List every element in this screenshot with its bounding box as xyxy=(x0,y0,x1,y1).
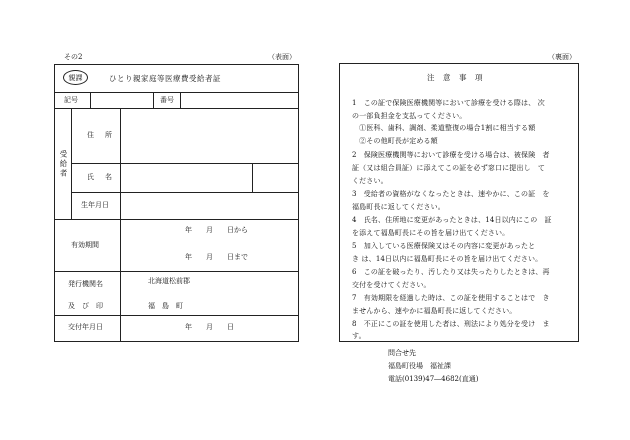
notice-line: ②その他町長が定める額 xyxy=(352,137,438,145)
form-number: その2 xyxy=(64,53,83,61)
divider xyxy=(252,163,253,192)
divider xyxy=(153,92,154,108)
notice-line: 4 氏名、住所地に変更があったときは、14日以内にこの 証 xyxy=(352,216,552,224)
contact-heading: 問合せ先 xyxy=(388,349,416,357)
divider xyxy=(54,219,299,220)
divider xyxy=(54,315,299,316)
notice-line: 3 受給者の資格がなくなったときは、速やかに、この証 を xyxy=(352,190,550,198)
contact-phone: 電話(0139)47―4682(直通) xyxy=(388,375,479,383)
notice-line: 証（又は組合員証）に添えてこの証を必ず窓口に提出し て xyxy=(352,164,546,172)
issuer-name: 北海道松前郡 xyxy=(148,277,190,285)
divider xyxy=(54,271,299,272)
validity-to: 年 月 日まで xyxy=(185,253,248,261)
notice-line: す。 xyxy=(352,332,366,340)
notice-line: を添えて福島町長にその旨を届け出てください。 xyxy=(352,229,510,237)
card-title: ひとり親家庭等医療費受給者証 xyxy=(109,74,221,83)
recipient-label: 受給者 xyxy=(59,150,68,179)
notice-line: き は、14日以内に福島町長にその旨を届け出てください。 xyxy=(352,255,543,263)
notice-title: 注 意 事 項 xyxy=(427,73,483,82)
notice-line: 福島町長に返してください。 xyxy=(352,203,445,211)
department-stamp: 親課 xyxy=(63,70,88,85)
notice-line: 1 この証で保険医療機関等において診療を受ける際は、 次 xyxy=(352,99,545,107)
symbol-label: 記号 xyxy=(64,96,78,104)
notice-line: の一部負担金を支払ってください。 xyxy=(352,112,467,120)
divider xyxy=(71,163,299,164)
divider xyxy=(54,108,299,109)
notice-line: ①医科、歯科、調剤、柔道整復の場合1割に相当する額 xyxy=(352,124,536,132)
number-label: 番号 xyxy=(160,96,174,104)
notice-line: 交付を受けてください。 xyxy=(352,281,431,289)
divider xyxy=(120,271,121,342)
seal-label: 及 び 印 xyxy=(68,302,103,310)
notice-line: ください。 xyxy=(352,177,388,185)
name-label: 氏 名 xyxy=(87,173,114,181)
back-side-label: （裏面） xyxy=(548,53,576,61)
divider xyxy=(120,219,121,271)
validity-label: 有効期間 xyxy=(71,241,99,249)
notice-line: 7 有効期限を経過した時は、この証を使用することはで き xyxy=(352,294,550,302)
front-side-label: （表面） xyxy=(268,53,296,61)
divider xyxy=(90,92,91,108)
notice-line: 6 この証を破ったり、汚したり又は失ったりしたときは、再 xyxy=(352,268,550,276)
issuer-label: 発行機関名 xyxy=(68,280,103,288)
issue-date-value: 年 月 日 xyxy=(185,323,234,331)
dob-label: 生年月日 xyxy=(81,201,109,209)
notice-line: 5 加入している医療保険又はその内容に変更があったと xyxy=(352,242,536,250)
validity-from: 年 月 日から xyxy=(185,226,248,234)
divider xyxy=(180,92,181,108)
address-label: 住 所 xyxy=(87,131,114,139)
notice-line: ませんから、速やかに福島町長に返してください。 xyxy=(352,307,517,315)
notice-line: 2 保険医療機関等において診療を受ける場合は、被保険 者 xyxy=(352,151,550,159)
divider xyxy=(71,192,299,193)
contact-office: 福島町役場 福祉課 xyxy=(388,362,451,370)
notice-line: 8 不正にこの証を使用した者は、刑法により処分を受け ま xyxy=(352,320,550,328)
issuer-town: 福 島 町 xyxy=(148,302,183,310)
issue-date-label: 交付年月日 xyxy=(68,323,103,331)
